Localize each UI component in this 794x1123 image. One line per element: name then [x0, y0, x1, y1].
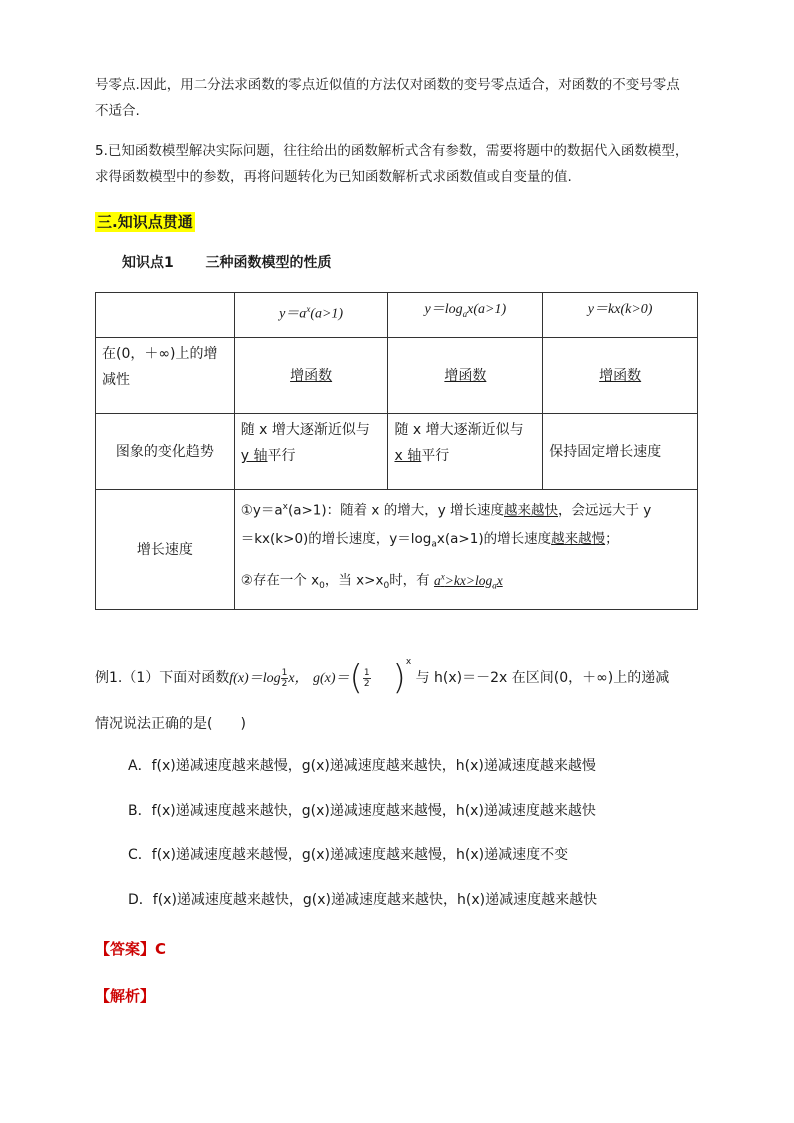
- option-a[interactable]: A．f(x)递减速度越来越慢，g(x)递减速度越来越快，h(x)递减速度越来越慢: [128, 758, 596, 774]
- intro-line-1: 号零点.因此，用二分法求函数的零点近似值的方法仅对函数的变号零点适合，对函数的不变号零点: [95, 77, 680, 93]
- example-line-2: 情况说法正确的是( ): [95, 716, 246, 732]
- section-heading: [95, 212, 195, 232]
- example-question: [95, 656, 705, 746]
- table-row-growth: [96, 490, 698, 610]
- option-b[interactable]: B．f(x)递减速度越来越快，g(x)递减速度越来越慢，h(x)递减速度越来越快: [128, 803, 596, 819]
- growth-line-1: $①y=a^x(a>1)$：随着 x 的增大，y 增长速度越来越快，会远远大于 y: [240, 502, 652, 519]
- knowledge-point-heading: [122, 252, 332, 272]
- answer-label: 【答案】C: [95, 940, 167, 958]
- analysis-label: 【解析】: [95, 987, 156, 1005]
- header-log: $y=\log_ax(a>1)$: [388, 293, 543, 338]
- header-empty-cell: [96, 293, 235, 338]
- intro-line-2: 不适合.: [95, 103, 140, 119]
- row-label-monotonicity: 在(0，＋∞)上的增减性: [96, 338, 235, 414]
- option-d[interactable]: D．f(x)递减速度越来越快，g(x)递减速度越来越快，h(x)递减速度越来越快: [128, 892, 598, 908]
- cell-exp-trend: 随 x 增大逐渐近似与 y 轴平行: [234, 414, 388, 490]
- intro-line-3: 5.已知函数模型解决实际问题，往往给出的函数解析式含有参数，需要将题中的数据代入函数模型，: [95, 143, 689, 159]
- kp-label: 知识点1: [122, 255, 174, 271]
- intro-paragraph-1: [95, 72, 705, 124]
- growth-line-2: ＝kx(k>0)的增长速度，$y=\log_ax(a>1)$的增长速度越来越慢；: [240, 530, 619, 550]
- header-exp: $y=a^x(a>1)$: [234, 293, 388, 338]
- table-row-monotonicity: [96, 338, 698, 414]
- cell-growth-description: [234, 490, 697, 610]
- growth-line-3: ②存在一个 $x_0$，当 $x>x_0$时，有 $a^x>kx>\log_ax$: [240, 571, 503, 592]
- fraction-one-half: $\frac{1}{2}$: [281, 667, 288, 689]
- table-row-trend: [96, 414, 698, 490]
- example-line-1: 例1.（1）下面对函数f(x)＝log $\frac{1}{2}$ x， g(x)＝( $\frac{1}{2}$ )$^x$ 与 h(x)＝－2x 在区间(0，＋∞)上的递减: [95, 657, 670, 698]
- table-header-row: [96, 293, 698, 338]
- function-model-table: [95, 292, 698, 610]
- cell-linear-monotonicity: 增函数: [543, 338, 698, 414]
- section-title: 三.知识点贯通: [97, 213, 193, 231]
- header-linear: y＝kx(k>0): [543, 293, 698, 338]
- fraction-one-half-g: $\frac{1}{2}$: [363, 667, 370, 689]
- row-label-growth: 增长速度: [96, 490, 235, 610]
- cell-log-monotonicity: 增函数: [388, 338, 543, 414]
- option-c[interactable]: C．f(x)递减速度越来越慢，g(x)递减速度越来越慢，h(x)递减速度不变: [128, 847, 569, 863]
- row-label-trend: 图象的变化趋势: [96, 414, 235, 490]
- cell-log-trend: 随 x 增大逐渐近似与 x 轴平行: [388, 414, 543, 490]
- cell-linear-trend: 保持固定增长速度: [543, 414, 698, 490]
- intro-paragraph-2: [95, 138, 710, 190]
- cell-exp-monotonicity: 增函数: [234, 338, 388, 414]
- kp-title: 三种函数模型的性质: [205, 255, 332, 271]
- intro-line-4: 求得函数模型中的参数，再将问题转化为已知函数解析式求函数值或自变量的值.: [95, 169, 572, 185]
